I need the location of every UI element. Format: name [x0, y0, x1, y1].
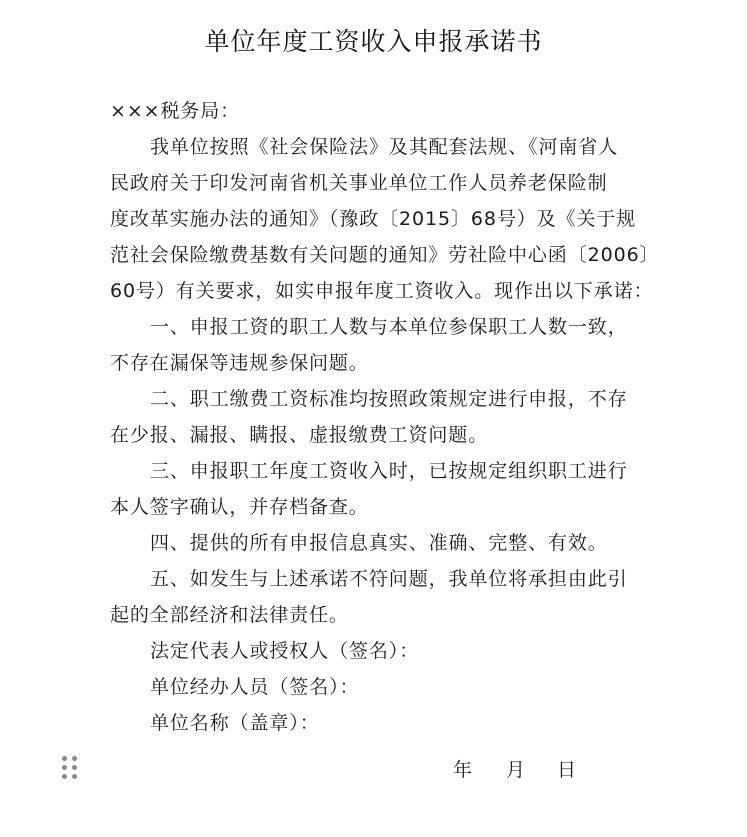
drag-dot [72, 765, 77, 770]
commitment-3-line-2: 本人签字确认，并存档备查。 [110, 496, 369, 518]
date-month-label: 月 [506, 759, 526, 781]
legal-representative-signature: 法定代表人或授权人（签名）： [150, 640, 420, 662]
commitment-2-line-2: 在少报、漏报、瞒报、虚报缴费工资问题。 [110, 424, 489, 446]
commitment-5-line-1: 五、如发生与上述承诺不符问题，我单位将承担由此引 [150, 568, 628, 590]
drag-handle-icon[interactable] [62, 756, 78, 780]
commitment-4-line-1: 四、提供的所有申报信息真实、准确、完整、有效。 [150, 532, 608, 554]
body-line-5: 60号）有关要求，如实申报年度工资收入。现作出以下承诺： [110, 280, 654, 302]
commitment-1-line-1: 一、申报工资的职工人数与本单位参保职工人数一致， [150, 316, 628, 338]
addressee: ×××税务局： [110, 100, 241, 122]
commitment-2-line-1: 二、职工缴费工资标准均按照政策规定进行申报，不存 [150, 388, 628, 410]
body-line-4: 范社会保险缴费基数有关问题的通知》劳社险中心函〔2006〕 [110, 244, 660, 266]
body-line-1: 我单位按照《社会保险法》及其配套法规、《河南省人 [150, 136, 619, 158]
commitment-1-line-2: 不存在漏保等违规参保问题。 [110, 352, 369, 374]
unit-name-seal: 单位名称（盖章）： [150, 712, 320, 734]
date-day-label: 日 [557, 759, 577, 781]
document-title: 单位年度工资收入申报承诺书 [204, 27, 543, 56]
body-line-3: 度改革实施办法的通知》（豫政〔2015〕68号）及《关于规 [110, 208, 637, 230]
drag-dot [62, 756, 67, 761]
drag-dot [72, 756, 77, 761]
commitment-3-line-1: 三、申报职工年度工资收入时，已按规定组织职工进行 [150, 460, 628, 482]
date-year-label: 年 [453, 759, 473, 781]
body-line-2: 民政府关于印发河南省机关事业单位工作人员养老保险制 [110, 172, 608, 194]
drag-dot [72, 774, 77, 779]
drag-dot [62, 765, 67, 770]
commitment-5-line-2: 起的全部经济和法律责任。 [110, 604, 349, 626]
handler-signature: 单位经办人员（签名）： [150, 676, 360, 698]
drag-dot [62, 774, 67, 779]
